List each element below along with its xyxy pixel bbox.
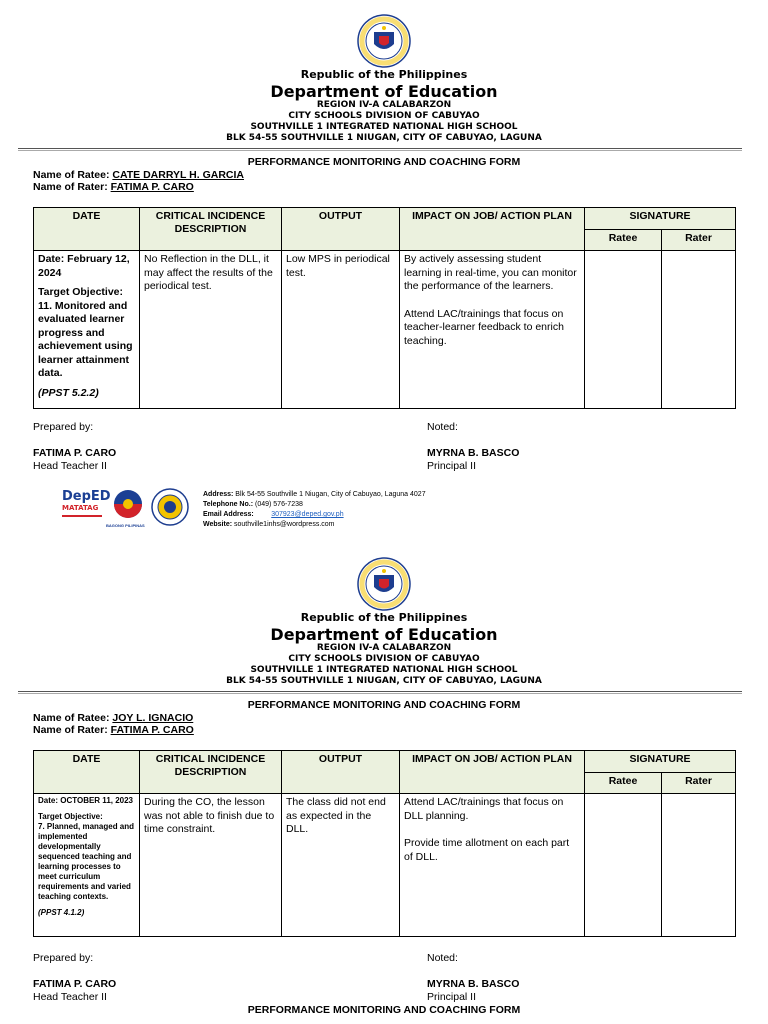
bagong-pilipinas-logo-icon [108, 488, 148, 526]
rater-line [33, 181, 194, 193]
address-line: BLK 54-55 SOUTHVILLE 1 NIUGAN, CITY OF CABUYAO, LAGUNA [226, 676, 542, 686]
date-cell [34, 251, 140, 409]
region-line: REGION IV-A CALABARZON [316, 643, 452, 653]
col-critical-header: CRITICAL INCIDENCE DESCRIPTION [140, 751, 282, 794]
impact-text-2: Provide time allotment on each part of DLL. [404, 837, 570, 863]
next-form-title: PERFORMANCE MONITORING AND COACHING FORM [247, 1004, 521, 1016]
footer-contact [203, 490, 426, 530]
ppst-code: (PPST 4.1.2) [38, 908, 85, 917]
impact-cell [400, 794, 585, 937]
col-rater-header: Rater [662, 773, 736, 794]
impact-text-1: By actively assessing student learning in real-time, you can monitor the performance of the learners. [404, 253, 577, 292]
ratee-line [33, 712, 193, 724]
target-label: Target Objective: [38, 812, 103, 821]
header-divider [18, 148, 742, 149]
col-signature-header: SIGNATURE [585, 751, 736, 773]
col-impact-header: IMPACT ON JOB/ ACTION PLAN [400, 751, 585, 794]
rater-name: FATIMA P. CARO [110, 181, 194, 193]
rater-name: FATIMA P. CARO [110, 724, 194, 736]
noter-title: Principal II [427, 991, 477, 1003]
col-signature-header: SIGNATURE [585, 208, 736, 230]
deped-seal-icon [357, 557, 411, 611]
republic-line: Republic of the Philippines [300, 611, 468, 624]
prepared-by-label: Prepared by: [33, 952, 94, 964]
col-date-header: DATE [34, 751, 140, 794]
footer-address: Blk 54-55 Southville 1 Niugan, City of Cabuyao, Laguna 4027 [235, 491, 426, 498]
impact-cell [400, 251, 585, 409]
date-text: Date: February 12, 2024 [38, 253, 130, 279]
output-cell: The class did not end as expected in the DLL. [282, 794, 400, 937]
col-output-header: OUTPUT [282, 208, 400, 251]
preparer-title: Head Teacher II [33, 460, 107, 472]
noter-name: MYRNA B. BASCO [427, 447, 520, 459]
target-label: Target Objective: [38, 286, 123, 298]
ratee-label: Name of Ratee: [33, 169, 110, 181]
table-row [34, 794, 736, 937]
ratee-label: Name of Ratee: [33, 712, 110, 724]
footer-address-label: Address: [203, 491, 234, 498]
prepared-by-label: Prepared by: [33, 421, 94, 433]
ratee-name: JOY L. IGNACIO [112, 712, 194, 724]
col-ratee-header: Ratee [585, 773, 662, 794]
col-impact-header: IMPACT ON JOB/ ACTION PLAN [400, 208, 585, 251]
rater-line [33, 724, 194, 736]
noted-label: Noted: [427, 952, 458, 964]
date-cell [34, 794, 140, 937]
footer-email-link[interactable]: 307923@deped.gov.ph [271, 511, 344, 518]
address-line: BLK 54-55 SOUTHVILLE 1 NIUGAN, CITY OF CABUYAO, LAGUNA [226, 133, 542, 143]
school-line: SOUTHVILLE 1 INTEGRATED NATIONAL HIGH SCHOOL [250, 122, 518, 132]
impact-text-2: Attend LAC/trainings that focus on teacher-learner feedback to enrich teaching. [404, 307, 564, 347]
rater-label: Name of Rater: [33, 724, 108, 736]
impact-text-1: Attend LAC/trainings that focus on DLL planning. [404, 796, 564, 822]
preparer-title: Head Teacher II [33, 991, 107, 1003]
form-title: PERFORMANCE MONITORING AND COACHING FORM [247, 699, 521, 711]
target-text: 11. Monitored and evaluated learner progress and achievement using learner attainment data. [38, 299, 133, 379]
noted-label: Noted: [427, 421, 458, 433]
rater-label: Name of Rater: [33, 181, 108, 193]
deped-matatag-logo [62, 489, 111, 530]
division-line: CITY SCHOOLS DIVISION OF CABUYAO [288, 111, 480, 121]
table-row [34, 251, 736, 409]
department-title: Department of Education [270, 82, 498, 101]
col-output-header: OUTPUT [282, 751, 400, 794]
rater-signature-cell [662, 794, 736, 937]
col-ratee-header: Ratee [585, 230, 662, 251]
noter-name: MYRNA B. BASCO [427, 978, 520, 990]
footer-website-label: Website: [203, 521, 233, 528]
deped-logo-text: DepED [62, 489, 111, 504]
output-cell: Low MPS in periodical test. [282, 251, 400, 409]
date-text: Date: OCTOBER 11, 2023 [38, 796, 134, 805]
matatag-text: MATATAG [62, 504, 99, 512]
ratee-name: CATE DARRYL H. GARCIA [112, 169, 245, 181]
school-line: SOUTHVILLE 1 INTEGRATED NATIONAL HIGH SCHOOL [250, 665, 518, 675]
col-critical-header: CRITICAL INCIDENCE DESCRIPTION [140, 208, 282, 251]
critical-cell: During the CO, the lesson was not able to finish due to time constraint. [140, 794, 282, 937]
rater-signature-cell [662, 251, 736, 409]
division-line: CITY SCHOOLS DIVISION OF CABUYAO [288, 654, 480, 664]
preparer-name: FATIMA P. CARO [33, 978, 117, 990]
matatag-underline [62, 515, 102, 517]
school-seal-icon [151, 488, 189, 526]
col-date-header: DATE [34, 208, 140, 251]
ratee-line [33, 169, 244, 181]
region-line: REGION IV-A CALABARZON [316, 100, 452, 110]
footer-website: southville1inhs@wordpress.com [234, 521, 335, 528]
republic-line: Republic of the Philippines [300, 68, 468, 81]
header-divider-thin [18, 150, 742, 151]
footer-email-label: Email Address: [203, 511, 254, 518]
noter-title: Principal II [427, 460, 477, 472]
bagong-pilipinas-text: BAGONG PILIPINAS [106, 523, 145, 528]
ratee-signature-cell [585, 794, 662, 937]
target-text: 7. Planned, managed and implemented developmentally sequenced teaching and learning processes to meet curriculum requirements and varied teaching contexts. [38, 822, 135, 901]
monitoring-table [33, 750, 736, 937]
monitoring-table [33, 207, 736, 409]
header-divider-thin [18, 693, 742, 694]
deped-seal-icon [357, 14, 411, 68]
ratee-signature-cell [585, 251, 662, 409]
footer-phone: (049) 576-7238 [255, 501, 303, 508]
form-title: PERFORMANCE MONITORING AND COACHING FORM [247, 156, 521, 168]
col-rater-header: Rater [662, 230, 736, 251]
preparer-name: FATIMA P. CARO [33, 447, 117, 459]
department-title: Department of Education [270, 625, 498, 644]
ppst-code: (PPST 5.2.2) [38, 386, 99, 399]
header-divider [18, 691, 742, 692]
critical-cell: No Reflection in the DLL, it may affect the results of the periodical test. [140, 251, 282, 409]
footer-phone-label: Telephone No.: [203, 501, 254, 508]
